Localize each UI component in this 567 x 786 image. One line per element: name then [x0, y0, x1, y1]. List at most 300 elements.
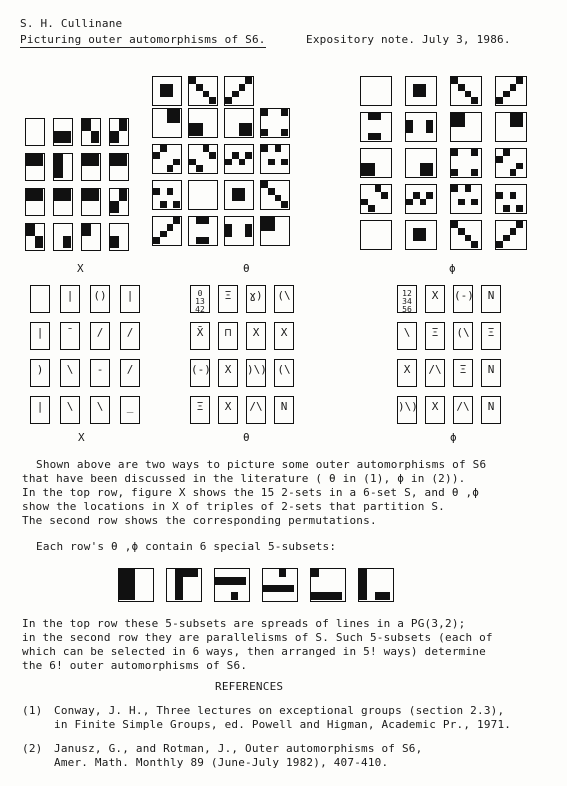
shaded-block — [413, 192, 420, 199]
caption-x-row2: X — [78, 431, 85, 444]
paragraph1-line5: The second row shows the corresponding permutations. — [22, 514, 377, 527]
figure-x-row1 — [25, 118, 135, 258]
perm-glyph: (-) — [191, 363, 211, 376]
shaded-block — [167, 165, 174, 172]
shaded-block — [35, 236, 44, 248]
phi-cell — [405, 220, 437, 250]
x-cell — [25, 223, 45, 251]
shaded-block — [196, 129, 203, 136]
shaded-block — [160, 145, 167, 152]
theta-cell — [224, 216, 254, 246]
shaded-block — [368, 133, 375, 140]
shaded-block — [268, 188, 275, 195]
perm-cell — [481, 285, 501, 313]
caption-phi-row1: ϕ — [449, 262, 456, 275]
shaded-block — [268, 217, 275, 224]
perm-glyph: | — [36, 400, 44, 413]
shaded-block — [406, 120, 413, 127]
shaded-block — [451, 77, 458, 84]
shaded-block — [471, 199, 478, 206]
shaded-block — [175, 585, 183, 593]
caption-x-row1: X — [77, 262, 84, 275]
shaded-block — [261, 145, 268, 152]
shaded-block — [496, 192, 503, 199]
shaded-block — [203, 91, 210, 98]
theta-cell — [260, 180, 290, 210]
shaded-block — [225, 97, 232, 104]
shaded-block — [516, 163, 523, 170]
shaded-block — [245, 231, 252, 238]
phi-cell — [450, 220, 482, 250]
shaded-block — [420, 91, 427, 98]
x-perm-cell — [30, 322, 50, 350]
shaded-block — [451, 120, 458, 127]
shaded-block — [196, 84, 203, 91]
phi-cell — [360, 148, 392, 178]
theta-cell — [152, 76, 182, 106]
perm-glyph: ¯ — [66, 326, 74, 339]
shaded-block — [231, 577, 239, 585]
shaded-block — [420, 169, 427, 176]
perm-cell — [274, 359, 294, 387]
perm-cell — [246, 396, 266, 424]
shaded-block — [375, 113, 382, 120]
x-cell — [53, 153, 73, 181]
perm-cell — [218, 359, 238, 387]
shaded-block — [232, 195, 239, 202]
perm-glyph: ⊓ — [224, 326, 232, 339]
paragraph3-line4: the 6! outer automorphisms of S6. — [22, 659, 248, 672]
shaded-block — [63, 189, 72, 201]
shaded-block — [375, 133, 382, 140]
x-perm-cell — [90, 359, 110, 387]
perm-glyph: Ξ — [196, 400, 204, 413]
shaded-block — [471, 97, 478, 104]
theta-cell — [260, 108, 290, 138]
shaded-block — [225, 231, 232, 238]
shaded-block — [225, 159, 232, 166]
perm-glyph: / — [126, 326, 134, 339]
x-cell — [81, 153, 101, 181]
shaded-block — [516, 221, 523, 228]
x-cell — [53, 223, 73, 251]
shaded-block — [160, 84, 167, 91]
shaded-block — [239, 84, 246, 91]
x-cell — [53, 118, 73, 146]
shaded-block — [127, 569, 135, 577]
theta-cell — [224, 144, 254, 174]
perm-cell — [425, 285, 445, 313]
x-perm-cell — [60, 396, 80, 424]
x-cell — [109, 153, 129, 181]
phi-cell — [495, 184, 527, 214]
perm-glyph: 0 13 42 — [195, 289, 205, 314]
perm-glyph: Ξ — [487, 326, 495, 339]
shaded-block — [286, 585, 294, 593]
shaded-block — [203, 145, 210, 152]
shaded-block — [35, 189, 44, 201]
reference-2-num: (2) — [22, 742, 43, 755]
shaded-block — [375, 592, 383, 600]
perm-glyph: )\) — [398, 400, 418, 413]
shaded-block — [261, 129, 268, 136]
perm-cell — [397, 396, 417, 424]
shaded-block — [368, 163, 375, 170]
paragraph3-line1: In the top row these 5-subsets are spreads of lines in a PG(3,2); — [22, 617, 466, 630]
shaded-block — [471, 169, 478, 176]
shaded-block — [281, 129, 288, 136]
paragraph3-line2: in the second row they are parallelisms of S. Such 5-subsets (each of — [22, 631, 493, 644]
shaded-block — [232, 91, 239, 98]
shaded-block — [268, 159, 275, 166]
shaded-block — [420, 235, 427, 242]
shaded-block — [361, 169, 368, 176]
shaded-block — [261, 217, 268, 224]
theta-cell — [260, 144, 290, 174]
perm-glyph: () — [93, 289, 107, 302]
shaded-block — [516, 77, 523, 84]
shaded-block — [54, 166, 63, 178]
shaded-block — [245, 152, 252, 159]
theta-cell — [152, 216, 182, 246]
perm-glyph: X̄ — [196, 326, 204, 339]
shaded-block — [451, 221, 458, 228]
shaded-block — [167, 84, 174, 91]
phi-cell — [405, 76, 437, 106]
shaded-block — [271, 585, 279, 593]
theta-cell — [152, 144, 182, 174]
shaded-block — [368, 205, 375, 212]
reference-2-line2: Amer. Math. Monthly 89 (June-July 1982), 407-410. — [54, 756, 389, 769]
perm-glyph: / — [96, 326, 104, 339]
shaded-block — [279, 585, 287, 593]
phi-cell — [405, 148, 437, 178]
shaded-block — [223, 577, 231, 585]
shaded-block — [420, 199, 427, 206]
caption-theta-row1: θ — [243, 262, 250, 275]
shaded-block — [510, 113, 517, 120]
shaded-block — [119, 585, 127, 593]
x-perm-cell — [30, 359, 50, 387]
x-perm-cell — [90, 285, 110, 313]
shaded-block — [426, 120, 433, 127]
shaded-block — [239, 159, 246, 166]
shaded-block — [311, 592, 319, 600]
perm-glyph: 12 34 56 — [402, 289, 412, 314]
shaded-block — [119, 577, 127, 585]
theta-cell — [188, 76, 218, 106]
perm-cell — [453, 285, 473, 313]
shaded-block — [35, 154, 44, 166]
theta-cell — [188, 144, 218, 174]
shaded-block — [209, 152, 216, 159]
perm-glyph: \ — [96, 400, 104, 413]
shaded-block — [281, 201, 288, 208]
perm-cell — [481, 396, 501, 424]
shaded-block — [268, 224, 275, 231]
shaded-block — [245, 123, 252, 130]
x-cell — [109, 118, 129, 146]
perm-cell — [218, 322, 238, 350]
shaded-block — [196, 123, 203, 130]
perm-glyph: \ — [66, 363, 74, 376]
shaded-block — [175, 569, 183, 577]
references-heading: REFERENCES — [215, 680, 284, 693]
perm-glyph: Ξ — [224, 289, 232, 302]
perm-cell — [246, 359, 266, 387]
shaded-block — [451, 113, 458, 120]
subset-cell — [310, 568, 346, 602]
special-subsets-figure — [118, 568, 408, 608]
shaded-block — [153, 237, 160, 244]
shaded-block — [261, 224, 268, 231]
x-perm-cell — [120, 322, 140, 350]
perm-cell — [453, 322, 473, 350]
perm-glyph: /\ — [249, 400, 263, 413]
shaded-block — [110, 236, 119, 248]
shaded-block — [173, 159, 180, 166]
shaded-block — [54, 154, 63, 166]
subset-cell — [118, 568, 154, 602]
shaded-block — [361, 163, 368, 170]
shaded-block — [232, 152, 239, 159]
phi-cell — [360, 220, 392, 250]
figure-theta-row2 — [190, 285, 305, 425]
phi-cell — [495, 148, 527, 178]
shaded-block — [239, 188, 246, 195]
x-cell — [81, 118, 101, 146]
shaded-block — [82, 189, 91, 201]
perm-glyph: X — [224, 400, 232, 413]
perm-glyph: N — [487, 363, 495, 376]
shaded-block — [153, 188, 160, 195]
perm-cell — [190, 359, 210, 387]
shaded-block — [167, 109, 174, 116]
shaded-block — [458, 113, 465, 120]
subset-cell — [358, 568, 394, 602]
shaded-block — [406, 199, 413, 206]
caption-phi-row2: ϕ — [450, 431, 457, 444]
theta-cell — [152, 108, 182, 138]
theta-cell — [188, 180, 218, 210]
shaded-block — [503, 205, 510, 212]
perm-cell — [218, 285, 238, 313]
perm-glyph: /\ — [456, 400, 470, 413]
perm-cell — [190, 322, 210, 350]
shaded-block — [496, 241, 503, 248]
shaded-block — [496, 97, 503, 104]
perm-cell — [397, 322, 417, 350]
paragraph1-line2: that have been discussed in the literature ( θ in (1), ϕ in (2)). — [22, 472, 466, 485]
shaded-block — [420, 228, 427, 235]
reference-1-num: (1) — [22, 704, 43, 717]
shaded-block — [458, 120, 465, 127]
paper-title: Picturing outer automorphisms of S6. — [20, 33, 266, 46]
phi-cell — [405, 112, 437, 142]
shaded-block — [26, 224, 35, 236]
shaded-block — [119, 189, 128, 201]
reference-2-line1: Janusz, G., and Rotman, J., Outer automorphisms of S6, — [54, 742, 423, 755]
x-cell — [53, 188, 73, 216]
shaded-block — [110, 201, 119, 213]
shaded-block — [245, 224, 252, 231]
x-perm-cell — [30, 396, 50, 424]
shaded-block — [382, 592, 390, 600]
perm-cell — [274, 285, 294, 313]
shaded-block — [275, 195, 282, 202]
shaded-block — [173, 116, 180, 123]
shaded-block — [458, 228, 465, 235]
reference-1-line1: Conway, J. H., Three lectures on exceptional groups (section 2.3), — [54, 704, 505, 717]
x-perm-cell — [120, 359, 140, 387]
figure-theta-row1 — [152, 76, 297, 256]
shaded-block — [175, 577, 183, 585]
shaded-block — [231, 592, 239, 600]
phi-cell — [360, 184, 392, 214]
x-cell — [81, 188, 101, 216]
perm-glyph: - — [96, 363, 104, 376]
perm-cell — [218, 396, 238, 424]
perm-glyph: / — [126, 363, 134, 376]
shaded-block — [451, 169, 458, 176]
phi-cell — [495, 220, 527, 250]
shaded-block — [406, 127, 413, 134]
note-date: Expository note. July 3, 1986. — [306, 33, 511, 46]
shaded-block — [190, 569, 198, 577]
shaded-block — [196, 165, 203, 172]
shaded-block — [375, 185, 382, 192]
shaded-block — [167, 91, 174, 98]
perm-glyph: X — [431, 400, 439, 413]
author: S. H. Cullinane — [20, 17, 123, 30]
shaded-block — [173, 217, 180, 224]
shaded-block — [368, 169, 375, 176]
theta-cell — [260, 216, 290, 246]
shaded-block — [245, 77, 252, 84]
shaded-block — [420, 163, 427, 170]
shaded-block — [54, 131, 63, 143]
shaded-block — [413, 228, 420, 235]
shaded-block — [359, 585, 367, 593]
shaded-block — [510, 84, 517, 91]
figure-phi-row1 — [360, 76, 540, 256]
shaded-block — [239, 195, 246, 202]
perm-glyph: X — [280, 326, 288, 339]
shaded-block — [238, 577, 246, 585]
shaded-block — [91, 189, 100, 201]
shaded-block — [510, 192, 517, 199]
phi-cell — [405, 184, 437, 214]
perm-cell — [481, 322, 501, 350]
shaded-block — [510, 228, 517, 235]
shaded-block — [465, 91, 472, 98]
shaded-block — [127, 585, 135, 593]
x-perm-cell — [60, 322, 80, 350]
caption-theta-row2: θ — [243, 431, 250, 444]
shaded-block — [426, 192, 433, 199]
perm-glyph: ɣ) — [249, 289, 263, 302]
shaded-block — [26, 189, 35, 201]
perm-cell — [246, 322, 266, 350]
x-perm-cell — [90, 322, 110, 350]
subset-cell — [214, 568, 250, 602]
shaded-block — [189, 77, 196, 84]
perm-cell — [453, 359, 473, 387]
perm-glyph: N — [487, 400, 495, 413]
shaded-block — [203, 237, 210, 244]
perm-glyph: (\ — [456, 326, 470, 339]
perm-glyph: X — [224, 363, 232, 376]
shaded-block — [82, 224, 91, 236]
theta-cell — [188, 108, 218, 138]
shaded-block — [368, 113, 375, 120]
shaded-block — [232, 188, 239, 195]
perm-cell — [190, 285, 210, 313]
theta-cell — [224, 180, 254, 210]
shaded-block — [225, 224, 232, 231]
shaded-block — [215, 577, 223, 585]
shaded-block — [209, 97, 216, 104]
shaded-block — [54, 189, 63, 201]
shaded-block — [261, 109, 268, 116]
shaded-block — [173, 201, 180, 208]
perm-cell — [190, 396, 210, 424]
shaded-block — [503, 235, 510, 242]
shaded-block — [160, 231, 167, 238]
theta-cell — [224, 108, 254, 138]
shaded-block — [203, 217, 210, 224]
shaded-block — [496, 156, 503, 163]
shaded-block — [327, 592, 335, 600]
shaded-block — [465, 185, 472, 192]
paragraph1-line4: show the locations in X of triples of 2-sets that partition S. — [22, 500, 445, 513]
shaded-block — [281, 159, 288, 166]
shaded-block — [239, 129, 246, 136]
shaded-block — [451, 185, 458, 192]
phi-cell — [450, 112, 482, 142]
shaded-block — [175, 592, 183, 600]
shaded-block — [319, 592, 327, 600]
x-cell — [109, 223, 129, 251]
perm-glyph: (\ — [277, 363, 291, 376]
shaded-block — [275, 145, 282, 152]
shaded-block — [413, 235, 420, 242]
shaded-block — [196, 217, 203, 224]
shaded-block — [119, 154, 128, 166]
x-perm-cell — [30, 285, 50, 313]
perm-cell — [453, 396, 473, 424]
perm-glyph: X — [252, 326, 260, 339]
shaded-block — [381, 192, 388, 199]
shaded-block — [82, 119, 91, 131]
shaded-block — [82, 154, 91, 166]
theta-cell — [152, 180, 182, 210]
shaded-block — [334, 592, 342, 600]
paragraph1-line1: Shown above are two ways to picture some outer automorphisms of S6 — [36, 458, 487, 471]
shaded-block — [311, 569, 319, 577]
x-cell — [81, 223, 101, 251]
perm-cell — [425, 322, 445, 350]
paragraph2: Each row's θ ,ϕ contain 6 special 5-subsets: — [36, 540, 337, 553]
perm-glyph: Ξ — [459, 363, 467, 376]
perm-cell — [425, 396, 445, 424]
shaded-block — [471, 149, 478, 156]
shaded-block — [279, 569, 287, 577]
perm-glyph: X — [403, 363, 411, 376]
shaded-block — [167, 188, 174, 195]
subset-cell — [262, 568, 298, 602]
phi-cell — [360, 112, 392, 142]
